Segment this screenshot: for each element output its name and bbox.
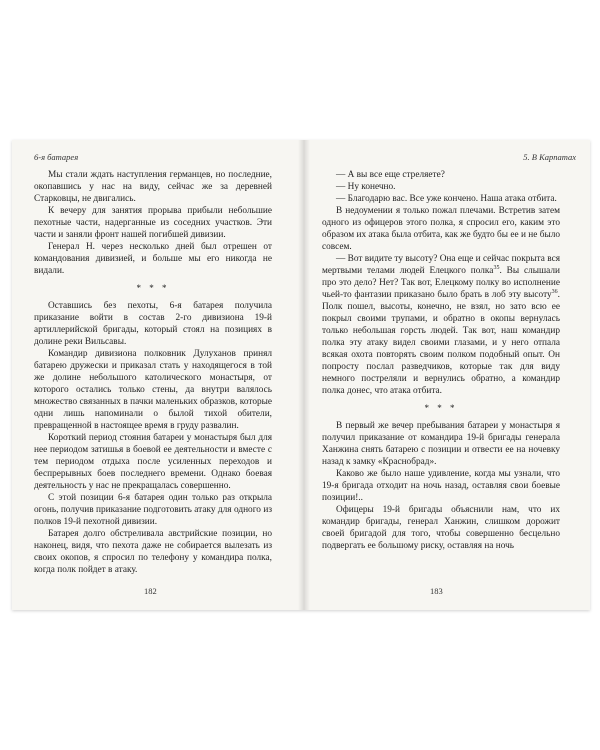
section-separator: * * *	[424, 403, 458, 413]
book-gutter	[298, 140, 310, 610]
paragraph: В недоумении я только пожал плечами. Встретив затем одного из офицеров этого полка, я спросил его, каким это образом их атака была отбита, как же будто бы ее и не было совсем.	[322, 206, 560, 252]
right-page-body	[322, 169, 560, 552]
footnote-mark: 35	[493, 264, 500, 271]
paragraph: Офицеры 19-й бригады объяснили нам, что их командир бригады, генерал Ханжин, слишком дорожит своей бригадой для того, чтобы совершенно бесцельно подвергать ее большому риску, оставляя на ночь	[322, 505, 560, 551]
paragraph: Командир дивизиона полковник Дулуханов принял батарею дружески и приказал стать у находящегося в той же долине небольшого католического монастыря, от которого остались только стены, да внутри валялось множество связанных в пачки маленьких образков, которые одни лишь напоминали о былой тихой обители, превращенной в настоящее время в груду развалин.	[34, 349, 272, 431]
paragraph-text: — Вот видите ту высоту? Она еще и сейчас покрыта вся мертвыми телами людей Елецкого полка	[322, 254, 560, 276]
paragraph: Мы стали ждать наступления германцев, но последние, окопавшись у нас на виду, сейчас же за деревней Старковцы, не двигались.	[34, 170, 272, 204]
right-page	[310, 140, 590, 610]
paragraph: Генерал Н. через несколько дней был отрешен от командования дивизией, и больше мы его никогда не видали.	[34, 242, 272, 276]
paragraph: С этой позиции 6-я батарея один только раз открыла огонь, получив приказание подготовить атаку для одного из полков 19-й пехотной дивизии.	[34, 493, 272, 527]
paragraph: В первый же вечер пребывания батареи у монастыря я получил приказание от командира 19-й бригады генерала Ханжина снять батарею с позиции и отвести ее на ночевку назад к замку «Краснобрад».	[322, 421, 560, 467]
paragraph: Батарея долго обстреливала австрийские позиции, но наконец, видя, что пехота даже не собирается вылезать из своих окопов, я спросил по телефону у командира полка, когда полк пойдет в атаку.	[34, 529, 272, 575]
paragraph-with-footnotes: — Вот видите ту высоту? Она еще и сейчас покрыта вся мертвыми телами людей Елецкого полка$^{35}$. Вы слышали про это дело? Нет? Так вот, Елецкому полку во исполнение чьей-то фантазии приказано было брать в лоб эту высоту$^{36}$. Полк пошел, высоты, конечно, не взял, но зато всю ее покрыл своими трупами, и обратно в окопы вернулась только небольшая горсть людей. Так вот, наш командир полка эту атаку видел своими глазами, и у него отпала всякая охота повторять своим полком подобный опыт. Он попросту послал разведчиков, которые так для виду немного постреляли и вернулись обратно, а командир полка донес, что атака отбита.	[322, 254, 561, 396]
running-header-right: 5. В Карпатах	[523, 152, 576, 162]
dialogue-line: — Благодарю вас. Все уже кончено. Наша атака отбита.	[336, 194, 557, 204]
dialogue-line: — Ну конечно.	[336, 182, 396, 192]
left-page-body	[34, 169, 272, 576]
paragraph: Каково же было наше удивление, когда мы узнали, что 19-я бригада отходит на ночь назад, оставляя свои боевые позиции!..	[322, 469, 560, 503]
paragraph: К вечеру для занятия прорыва прибыли небольшие пехотные части, надерганные из соседних участков. Эти части и заняли фронт нашей погибшей дивизии.	[34, 206, 272, 240]
paragraph: Оставшись без пехоты, 6-я батарея получила приказание войти в состав 2-го дивизиона 19-й артиллерийской бригады, который стоял на позициях в долине реки Вильсавы.	[34, 301, 272, 347]
running-header-left: 6-я батарея	[34, 152, 79, 162]
page-number-right: 183	[430, 586, 443, 596]
book-spread	[12, 140, 590, 610]
left-page	[12, 140, 292, 610]
page-number-left: 182	[144, 586, 157, 596]
paragraph-text: Вы слышали про это дело? Нет? Так вот, Елецкому полку во исполнение чьей-то фантазии приказано было брать в лоб эту высоту	[322, 266, 561, 300]
footnote-mark: 36	[551, 288, 558, 295]
paragraph-text: Полк пошел, высоты, конечно, не взял, но зато всю ее покрыл своими трупами, и обратно в окопы вернулась только небольшая горсть людей. Так вот, наш командир полка эту атаку видел своими глазами, и у него отпала всякая охота повторять своим полком подобный опыт. Он попросту послал разведчиков, которые так для виду немного постреляли и вернулись обратно, а командир полка донес, что атака отбита.	[322, 302, 560, 396]
dialogue-line: — А вы все еще стреляете?	[336, 170, 445, 180]
section-separator: * * *	[136, 283, 170, 293]
paragraph: Короткий период стояния батареи у монастыря был для нее периодом затишья в боевой ее деятельности и вместе с тем периодом отдыха после усиленных переходов и беспрерывных боев последнего времени. Однако боевая деятельность у нас не прекращалась совершенно.	[34, 433, 272, 491]
